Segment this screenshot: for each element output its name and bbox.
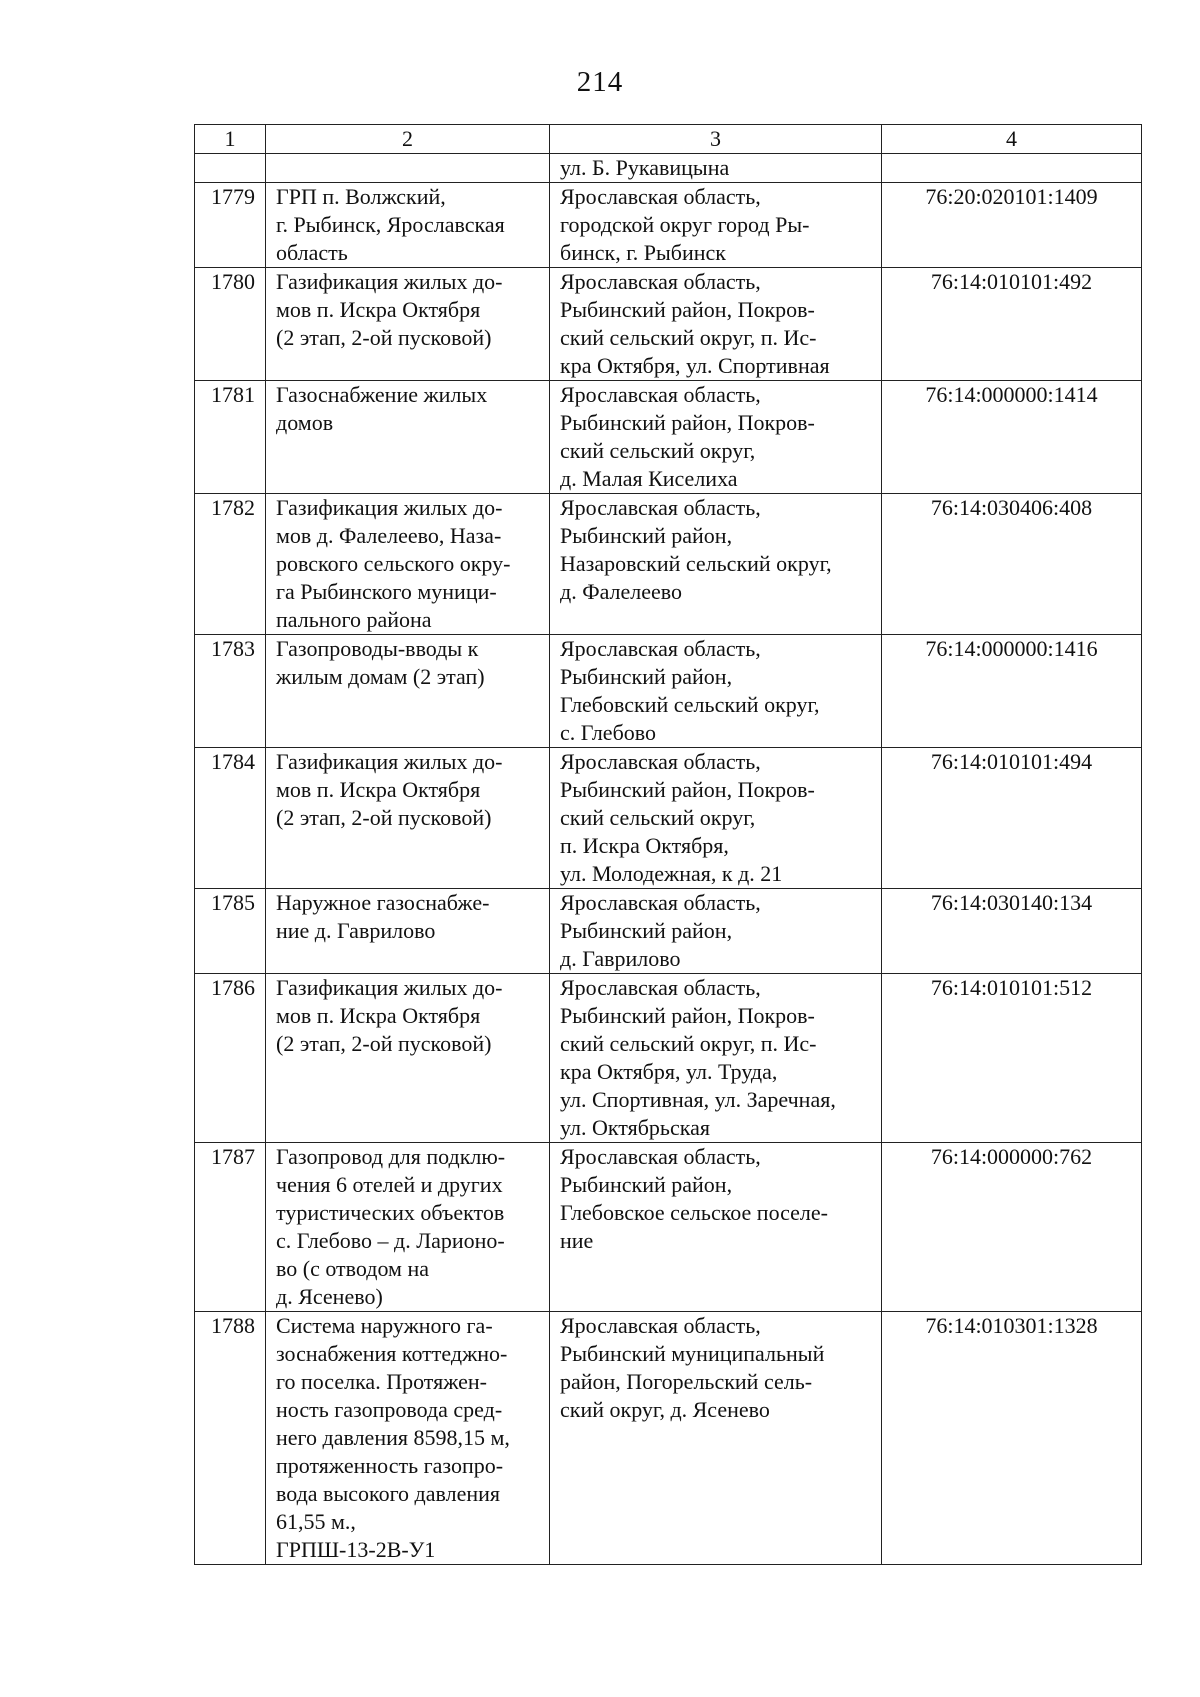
cell-object: Газопроводы-вводы к жилым домам (2 этап) [266, 635, 550, 748]
table-row [195, 1143, 1142, 1312]
cell-cadastral: 76:14:000000:1416 [882, 635, 1142, 748]
cell-cadastral: 76:14:000000:1414 [882, 381, 1142, 494]
cell-number: 1785 [195, 889, 266, 974]
cell-object: Газификация жилых до- мов д. Фалелеево, Наза- ровского сельского окру- га Рыбинского муници- пального района [266, 494, 550, 635]
table-row [195, 748, 1142, 889]
table-row [195, 494, 1142, 635]
table-row [195, 1312, 1142, 1565]
cell-number: 1781 [195, 381, 266, 494]
cell-address: Ярославская область, Рыбинский муниципальный район, Погорельский сель- ский округ, д. Ясенево [550, 1312, 882, 1565]
cell-object: ГРП п. Волжский, г. Рыбинск, Ярославская область [266, 183, 550, 268]
cell-cadastral: 76:20:020101:1409 [882, 183, 1142, 268]
continuation-row [195, 154, 1142, 183]
cell-address: Ярославская область, Рыбинский район, Покров- ский сельский округ, д. Малая Киселиха [550, 381, 882, 494]
table-row [195, 974, 1142, 1143]
cell-cadastral: 76:14:030406:408 [882, 494, 1142, 635]
cell-cadastral: 76:14:010101:512 [882, 974, 1142, 1143]
cell-object: Наружное газоснабже- ние д. Гаврилово [266, 889, 550, 974]
table-row [195, 889, 1142, 974]
cell-cadastral: 76:14:000000:762 [882, 1143, 1142, 1312]
table-row [195, 381, 1142, 494]
cell-cadastral: 76:14:010101:492 [882, 268, 1142, 381]
cell-number: 1787 [195, 1143, 266, 1312]
cell-object: Газификация жилых до- мов п. Искра Октября (2 этап, 2-ой пусковой) [266, 748, 550, 889]
table-row [195, 635, 1142, 748]
cell-number: 1786 [195, 974, 266, 1143]
cell-number: 1784 [195, 748, 266, 889]
cell-object: Газопровод для подклю- чения 6 отелей и других туристических объектов с. Глебово – д. Ларионо- во (с отводом на д. Ясенево) [266, 1143, 550, 1312]
cell-number: 1788 [195, 1312, 266, 1565]
cell-address: Ярославская область, Рыбинский район, Покров- ский сельский округ, п. Ис- кра Октября, ул. Спортивная [550, 268, 882, 381]
cell-address: Ярославская область, городской округ город Ры- бинск, г. Рыбинск [550, 183, 882, 268]
table-row [195, 183, 1142, 268]
cell-address: Ярославская область, Рыбинский район, Покров- ский сельский округ, п. Ис- кра Октября, ул. Труда, ул. Спортивная, ул. Заречная, ул. Октябрьская [550, 974, 882, 1143]
registry-table [194, 124, 1142, 1565]
cell-address: Ярославская область, Рыбинский район, Назаровский сельский округ, д. Фалелеево [550, 494, 882, 635]
cell-object: Газификация жилых до- мов п. Искра Октября (2 этап, 2-ой пусковой) [266, 974, 550, 1143]
cell-number: 1780 [195, 268, 266, 381]
cell-object [266, 154, 550, 183]
cell-number: 1779 [195, 183, 266, 268]
cell-address: ул. Б. Рукавицына [550, 154, 882, 183]
cell-number: 1783 [195, 635, 266, 748]
column-header-cadastral: 4 [882, 125, 1142, 154]
cell-cadastral: 76:14:030140:134 [882, 889, 1142, 974]
cell-cadastral [882, 154, 1142, 183]
cell-number: 1782 [195, 494, 266, 635]
cell-address: Ярославская область, Рыбинский район, д. Гаврилово [550, 889, 882, 974]
cell-cadastral: 76:14:010101:494 [882, 748, 1142, 889]
table-body [195, 154, 1142, 1565]
cell-address: Ярославская область, Рыбинский район, Покров- ский сельский округ, п. Искра Октября, ул. Молодежная, к д. 21 [550, 748, 882, 889]
table-row [195, 268, 1142, 381]
cell-address: Ярославская область, Рыбинский район, Глебовский сельский округ, с. Глебово [550, 635, 882, 748]
cell-object: Газификация жилых до- мов п. Искра Октября (2 этап, 2-ой пусковой) [266, 268, 550, 381]
cell-object: Газоснабжение жилых домов [266, 381, 550, 494]
page-number: 214 [576, 66, 624, 98]
header-row [195, 125, 1142, 154]
cell-number [195, 154, 266, 183]
cell-address: Ярославская область, Рыбинский район, Глебовское сельское поселе- ние [550, 1143, 882, 1312]
cell-object: Система наружного га- зоснабжения коттеджно- го поселка. Протяжен- ность газопровода сред- него давления 8598,15 м, протяженность газопро- вода высокого давления 61,55 м., ГРПШ-13-2В-У1 [266, 1312, 550, 1565]
column-header-object: 2 [266, 125, 550, 154]
column-header-address: 3 [550, 125, 882, 154]
column-header-number: 1 [195, 125, 266, 154]
table-header [195, 125, 1142, 154]
cell-cadastral: 76:14:010301:1328 [882, 1312, 1142, 1565]
